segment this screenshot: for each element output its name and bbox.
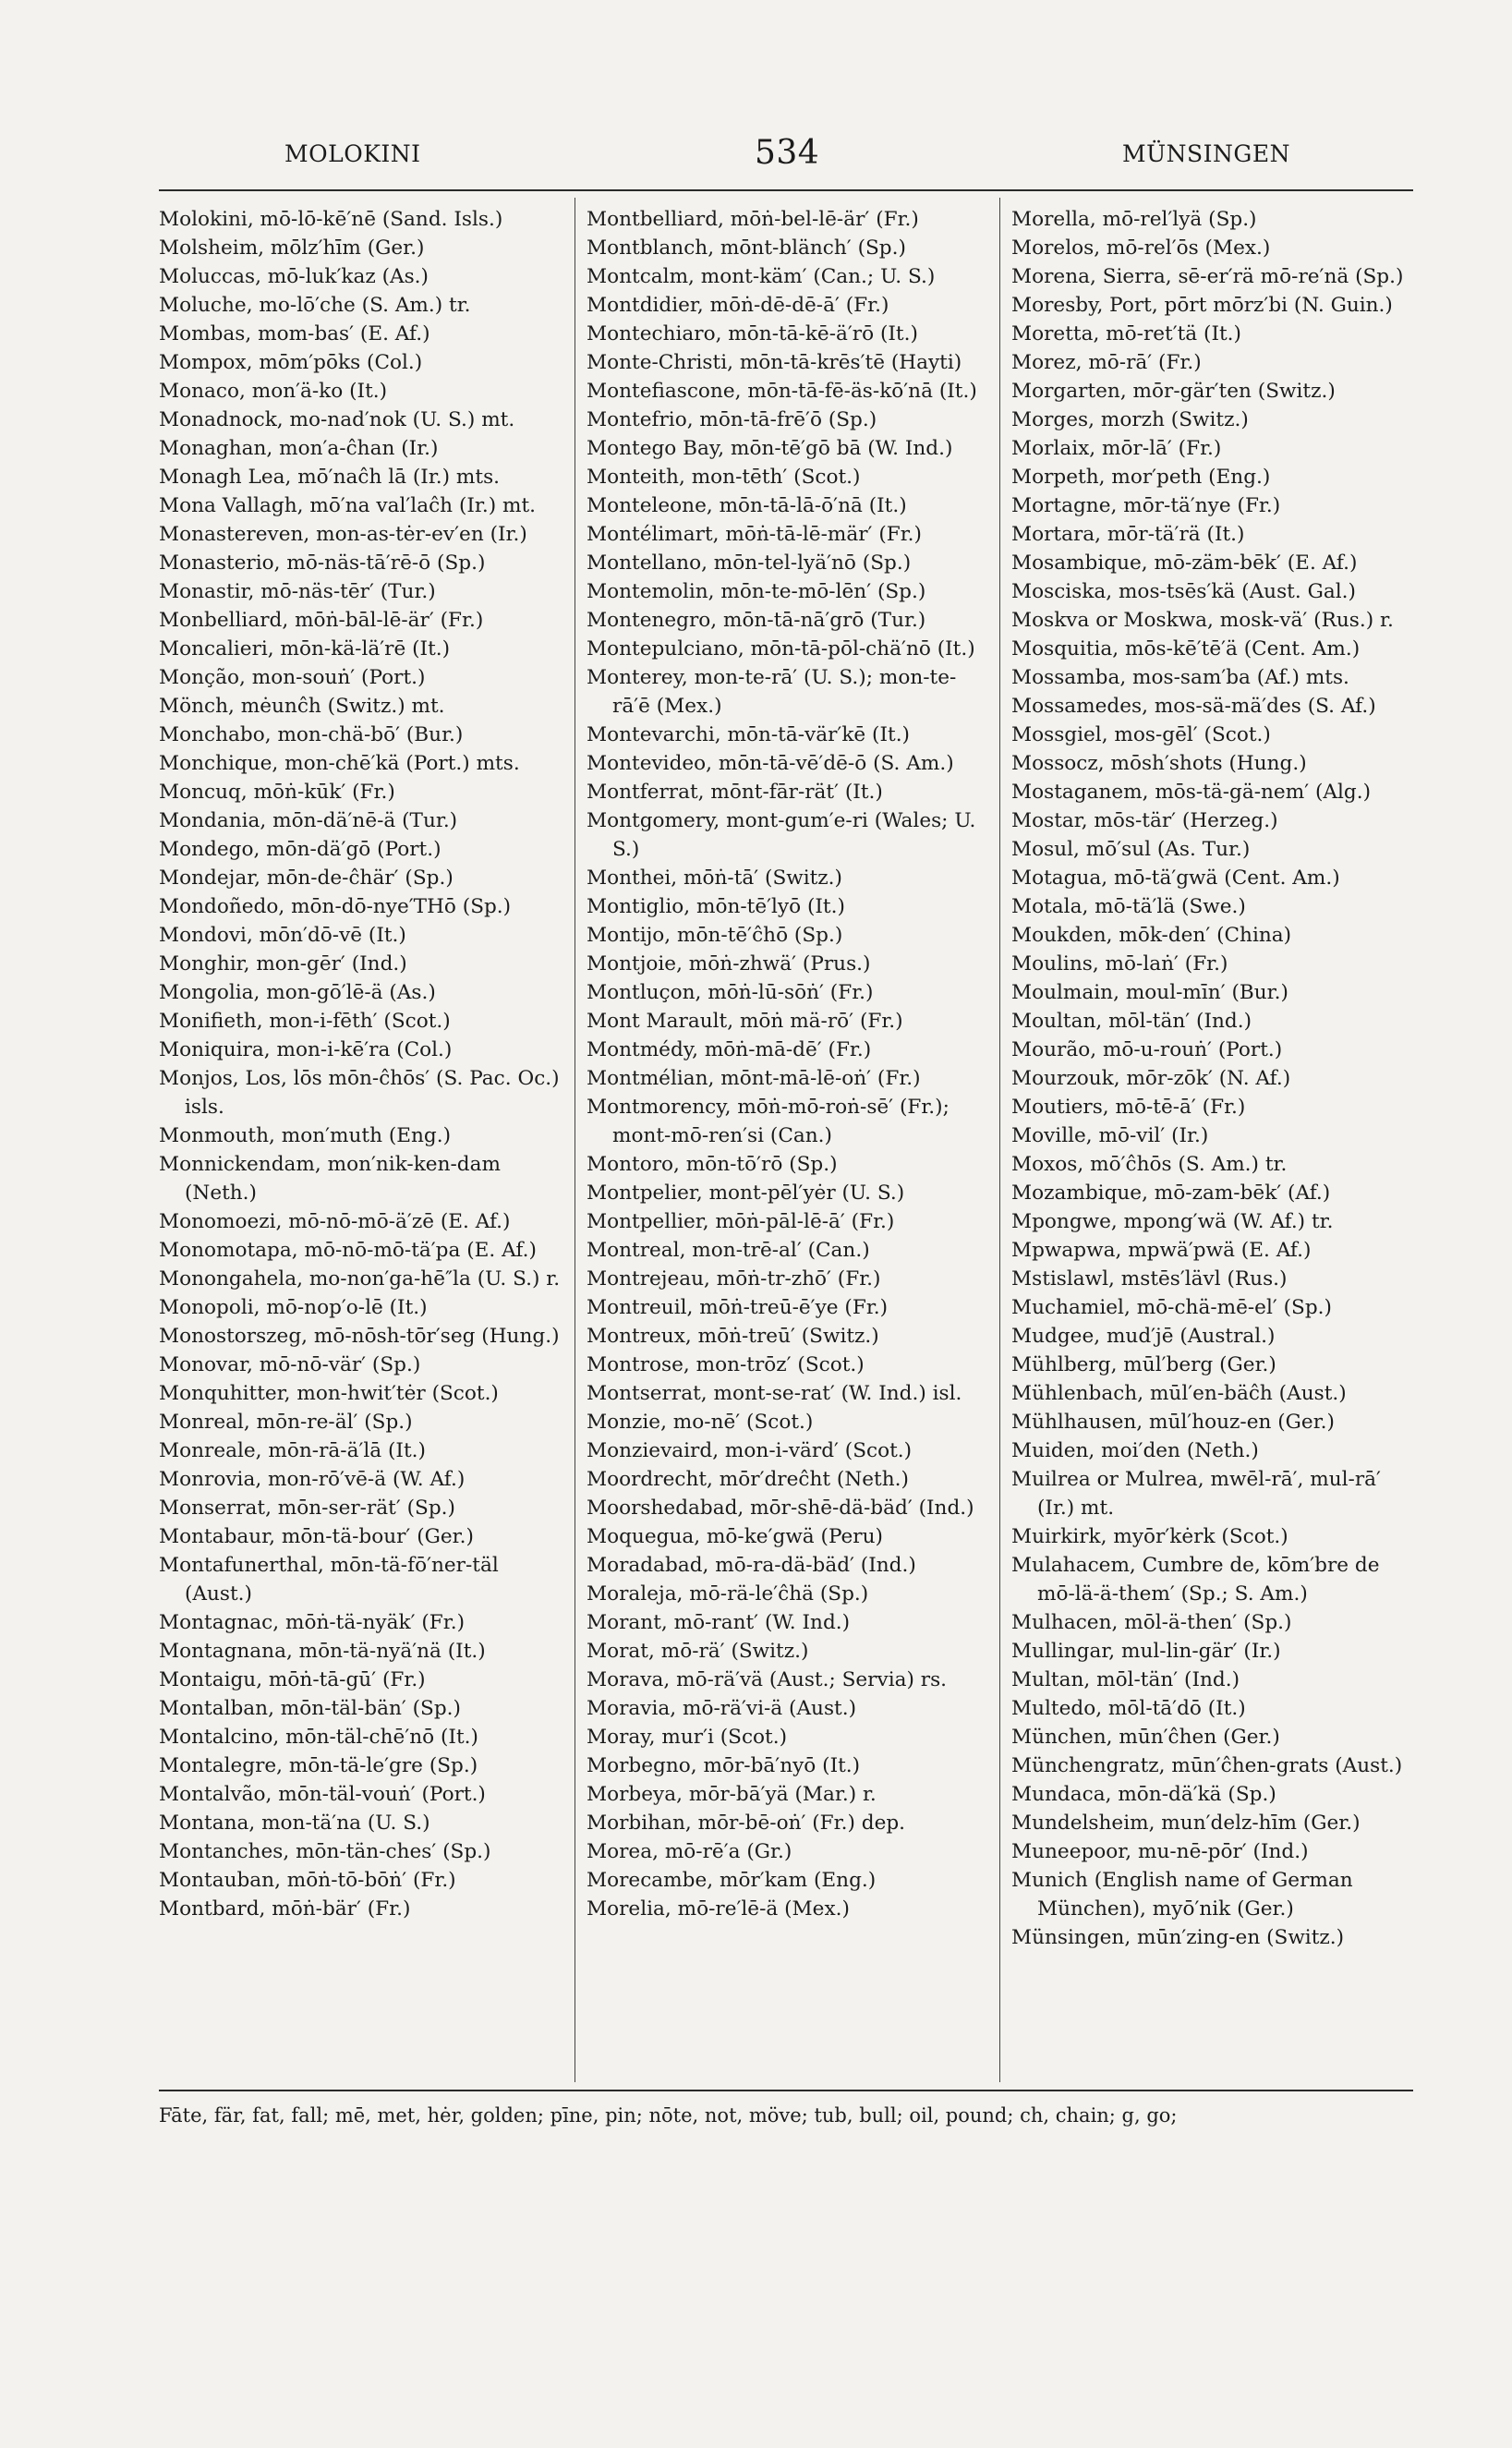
dictionary-entry: Monchabo, mon-chä-bō′ (Bur.) [159, 723, 464, 746]
dictionary-entry: Morant, mō-rant′ (W. Ind.) [587, 1611, 851, 1634]
dictionary-entry: Montélimart, mōṅ-tā-lē-mär′ (Fr.) [587, 523, 922, 546]
dictionary-entry: Montrose, mon-trōz′ (Scot.) [587, 1353, 865, 1376]
dictionary-entry: Monovar, mō-nō-vär′ (Sp.) [159, 1353, 421, 1376]
dictionary-entry: Mundaca, mōn-dä′kä (Sp.) [1011, 1783, 1276, 1806]
dictionary-entry: Mondoñedo, mōn-dō-nye′THō (Sp.) [159, 895, 512, 918]
dictionary-entry: Mombas, mom-bas′ (E. Af.) [159, 322, 430, 345]
dictionary-entry: Morez, mō-rā′ (Fr.) [1011, 351, 1202, 374]
dictionary-entry: Multedo, mōl-tā′dō (It.) [1011, 1697, 1246, 1720]
dictionary-entry: Mudgee, mud′jē (Austral.) [1011, 1325, 1276, 1348]
dictionary-entry: Morecambe, mōr′kam (Eng.) [587, 1869, 877, 1892]
dictionary-entry: Münchengratz, mūn′ĉhen-grats (Aust.) [1011, 1754, 1403, 1777]
dictionary-entry: Montefiascone, mōn-tā-fē-äs-kō′nā (It.) [587, 380, 977, 403]
column-2 [587, 205, 993, 1923]
dictionary-entry: Mossocz, mōsh′shots (Hung.) [1011, 752, 1307, 775]
dictionary-entry: Mostaganem, mōs-tä-gä-nem′ (Alg.) [1011, 781, 1371, 804]
dictionary-entry: Montepulciano, mōn-tā-pōl-chä′nō (It.) [587, 637, 975, 660]
dictionary-entry: Moluche, mo-lō′che (S. Am.) tr. [159, 294, 471, 317]
dictionary-entry: Monterey, mon-te-rā′ (U. S.); mon-te-rā′ē (Mex.) [587, 666, 957, 718]
dictionary-entry: Munich (English name of German München), myō′nik (Ger.) [1011, 1869, 1353, 1921]
dictionary-entry: Mortara, mōr-tä′rä (It.) [1011, 523, 1245, 546]
dictionary-entry: Moultan, mōl-tän′ (Ind.) [1011, 1010, 1252, 1033]
dictionary-entry: Moresby, Port, pōrt mōrz′bi (N. Guin.) [1011, 294, 1393, 317]
dictionary-entry: Moskva or Moskwa, mosk-vä′ (Rus.) r. [1011, 609, 1394, 632]
dictionary-entry: Montechiaro, mōn-tā-kē-ä′rō (It.) [587, 322, 918, 345]
dictionary-entry: Mühlberg, mūl′berg (Ger.) [1011, 1353, 1276, 1376]
dictionary-entry: Monghir, mon-gēr′ (Ind.) [159, 952, 407, 976]
dictionary-entry: Mondejar, mōn-de-ĉhär′ (Sp.) [159, 866, 454, 890]
dictionary-entry: Morges, morzh (Switz.) [1011, 408, 1249, 431]
dictionary-entry: Montaigu, mōṅ-tā-gū′ (Fr.) [159, 1668, 426, 1691]
dictionary-entry: Moville, mō-vil′ (Ir.) [1011, 1124, 1209, 1147]
dictionary-entry: Mosquitia, mōs-kē′tē′ä (Cent. Am.) [1011, 637, 1361, 660]
dictionary-entry: Montgomery, mont-gum′e-ri (Wales; U. S.) [587, 809, 976, 861]
dictionary-entry: Montoro, mōn-tō′rō (Sp.) [587, 1153, 838, 1176]
dictionary-entry: Mompox, mōm′pōks (Col.) [159, 351, 423, 374]
dictionary-entry: Montserrat, mont-se-rat′ (W. Ind.) isl. [587, 1382, 962, 1405]
dictionary-entry: Morat, mō-rä′ (Switz.) [587, 1640, 809, 1663]
dictionary-entry: Monomoezi, mō-nō-mō-ä′zē (E. Af.) [159, 1210, 511, 1233]
column-1 [159, 205, 562, 1923]
dictionary-entry: Morbeya, mōr-bā′yä (Mar.) r. [587, 1783, 877, 1806]
dictionary-entry: Mostar, mōs-tär′ (Herzeg.) [1011, 809, 1278, 832]
dictionary-entry: Montevarchi, mōn-tā-vär′kē (It.) [587, 723, 910, 746]
dictionary-entry: Monastereven, mon-as-tėr-ev′en (Ir.) [159, 523, 527, 546]
dictionary-entry: Montevideo, mōn-tā-vē′dē-ō (S. Am.) [587, 752, 954, 775]
dictionary-entry: Mourzouk, mōr-zōk′ (N. Af.) [1011, 1067, 1291, 1090]
dictionary-entry: Multan, mōl-tän′ (Ind.) [1011, 1668, 1240, 1691]
dictionary-entry: Moquegua, mō-ke′gwä (Peru) [587, 1525, 883, 1548]
dictionary-entry: Monasterio, mō-näs-tā′rē-ō (Sp.) [159, 551, 486, 575]
dictionary-entry: Montmélian, mōnt-mā-lē-oṅ′ (Fr.) [587, 1067, 921, 1090]
dictionary-entry: Monagh Lea, mō′naĉh lā (Ir.) mts. [159, 466, 501, 489]
dictionary-entry: Montiglio, mōn-tē′lyō (It.) [587, 895, 845, 918]
dictionary-entry: Monzievaird, mon-i-värd′ (Scot.) [587, 1439, 913, 1462]
dictionary-entry: Morella, mō-rel′lyä (Sp.) [1011, 208, 1257, 231]
dictionary-entry: Mosciska, mos-tsēs′kä (Aust. Gal.) [1011, 580, 1356, 603]
dictionary-entry: Monjos, Los, lōs mōn-ĉhōs′ (S. Pac. Oc.) isls. [159, 1067, 560, 1119]
dictionary-entry: Moulins, mō-laṅ′ (Fr.) [1011, 952, 1228, 976]
dictionary-entry: Mönch, mėunĉh (Switz.) mt. [159, 695, 445, 718]
dictionary-entry: Morelia, mō-re′lē-ä (Mex.) [587, 1897, 850, 1921]
dictionary-entry: Münsingen, mūn′zing-en (Switz.) [1011, 1926, 1345, 1949]
dictionary-entry: Montenegro, mōn-tā-nā′grō (Tur.) [587, 609, 926, 632]
dictionary-entry: Montanches, mōn-tän-ches′ (Sp.) [159, 1840, 491, 1863]
dictionary-entry: Morlaix, mōr-lā′ (Fr.) [1011, 437, 1222, 460]
dictionary-entry: Montego Bay, mōn-tē′gō bā (W. Ind.) [587, 437, 953, 460]
dictionary-entry: Mona Vallagh, mō′na val′laĉh (Ir.) mt. [159, 494, 537, 517]
dictionary-entry: Monchique, mon-chē′kä (Port.) mts. [159, 752, 520, 775]
dictionary-entry: Morgarten, mōr-gär′ten (Switz.) [1011, 380, 1336, 403]
dictionary-entry: Monteleone, mōn-tā-lā-ō′nā (It.) [587, 494, 907, 517]
dictionary-entry: Montreal, mon-trē-al′ (Can.) [587, 1239, 870, 1262]
dictionary-entry: Monongahela, mo-non′ga-hē″la (U. S.) r. [159, 1267, 561, 1291]
dictionary-entry: Montalcino, mōn-täl-chē′nō (It.) [159, 1726, 478, 1749]
dictionary-entry: Mongolia, mon-gō′lē-ä (As.) [159, 981, 436, 1004]
footer-rule [159, 2090, 1413, 2091]
dictionary-entry: Moncalieri, mōn-kä-lä′rē (It.) [159, 637, 451, 660]
dictionary-entry: Monserrat, mōn-ser-rät′ (Sp.) [159, 1497, 455, 1520]
dictionary-entry: Monmouth, mon′muth (Eng.) [159, 1124, 452, 1147]
dictionary-entry: Monção, mon-souṅ′ (Port.) [159, 666, 426, 689]
dictionary-entry: Montafunerthal, mōn-tä-fō′ner-täl (Aust.) [159, 1554, 499, 1606]
dictionary-entry: Montalegre, mōn-tä-le′gre (Sp.) [159, 1754, 478, 1777]
dictionary-entry: Moordrecht, mōr′dreĉht (Neth.) [587, 1468, 909, 1491]
dictionary-entry: Montalvão, mōn-täl-vouṅ′ (Port.) [159, 1783, 486, 1806]
dictionary-entry: Montagnana, mōn-tä-nyä′nä (It.) [159, 1640, 486, 1663]
dictionary-entry: Moorshedabad, mōr-shē-dä-bäd′ (Ind.) [587, 1497, 974, 1520]
dictionary-entry: Moncuq, mōṅ-kūk′ (Fr.) [159, 781, 395, 804]
dictionary-entry: Monadnock, mo-nad′nok (U. S.) mt. [159, 408, 515, 431]
dictionary-entry: Montjoie, mōṅ-zhwä′ (Prus.) [587, 952, 871, 976]
dictionary-entry: Molokini, mō-lō-kē′nē (Sand. Isls.) [159, 208, 503, 231]
dictionary-entry: Mundelsheim, mun′delz-hīm (Ger.) [1011, 1812, 1361, 1835]
dictionary-entry: Monteith, mon-tēth′ (Scot.) [587, 466, 861, 489]
dictionary-entry: Mpwapwa, mpwä′pwä (E. Af.) [1011, 1239, 1312, 1262]
dictionary-entry: Moray, mur′i (Scot.) [587, 1726, 788, 1749]
dictionary-entry: Mühlenbach, mūl′en-bäĉh (Aust.) [1011, 1382, 1347, 1405]
dictionary-entry: Montblanch, mōnt-blänch′ (Sp.) [587, 236, 906, 260]
dictionary-entry: Montdidier, mōṅ-dē-dē-ā′ (Fr.) [587, 294, 889, 317]
dictionary-entry: Montemolin, mōn-te-mō-lēn′ (Sp.) [587, 580, 926, 603]
dictionary-entry: Montluçon, mōṅ-lū-sōṅ′ (Fr.) [587, 981, 874, 1004]
dictionary-entry: Montreuil, mōṅ-treū-ē′ye (Fr.) [587, 1296, 889, 1319]
dictionary-entry: Mstislawl, mstēs′lävl (Rus.) [1011, 1267, 1288, 1291]
dictionary-entry: Morea, mō-rē′a (Gr.) [587, 1840, 792, 1863]
dictionary-entry: Montpelier, mont-pēl′yėr (U. S.) [587, 1182, 905, 1205]
dictionary-entry: Montmorency, mōṅ-mō-roṅ-sē′ (Fr.); mont-mō-ren′si (Can.) [587, 1096, 950, 1147]
dictionary-entry: Moxos, mō′ĉhōs (S. Am.) tr. [1011, 1153, 1288, 1176]
header-left-guide-word: MOLOKINI [284, 140, 421, 167]
dictionary-entry: Montrejeau, mōṅ-tr-zhō′ (Fr.) [587, 1267, 881, 1291]
dictionary-entry: Monomotapa, mō-nō-mō-tä′pa (E. Af.) [159, 1239, 537, 1262]
dictionary-entry: Monastir, mō-näs-tēr′ (Tur.) [159, 580, 436, 603]
dictionary-entry: Mosambique, mō-zäm-bēk′ (E. Af.) [1011, 551, 1358, 575]
dictionary-entry: Montauban, mōṅ-tō-bōṅ′ (Fr.) [159, 1869, 456, 1892]
dictionary-entry: Montmédy, mōṅ-mā-dē′ (Fr.) [587, 1038, 872, 1061]
dictionary-entry: Monnickendam, mon′nik-ken-dam (Neth.) [159, 1153, 501, 1205]
dictionary-entry: Mullingar, mul-lin-gär′ (Ir.) [1011, 1640, 1281, 1663]
dictionary-entry: Moluccas, mō-luk′kaz (As.) [159, 265, 429, 288]
dictionary-entry: Montbelliard, mōṅ-bel-lē-är′ (Fr.) [587, 208, 919, 231]
dictionary-entry: Mortagne, mōr-tä′nye (Fr.) [1011, 494, 1281, 517]
dictionary-entry: Morpeth, mor′peth (Eng.) [1011, 466, 1271, 489]
dictionary-entry: Mondania, mōn-dä′nē-ä (Tur.) [159, 809, 458, 832]
dictionary-entry: Morelos, mō-rel′ōs (Mex.) [1011, 236, 1271, 260]
dictionary-entry: Morbihan, mōr-bē-oṅ′ (Fr.) dep. [587, 1812, 906, 1835]
dictionary-entry: Montbard, mōṅ-bär′ (Fr.) [159, 1897, 411, 1921]
dictionary-entry: Mozambique, mō-zam-bēk′ (Af.) [1011, 1182, 1331, 1205]
dictionary-entry: Motala, mō-tä′lä (Swe.) [1011, 895, 1246, 918]
dictionary-entry: Montagnac, mōṅ-tä-nyäk′ (Fr.) [159, 1611, 466, 1634]
dictionary-entry: Montreux, mōṅ-treū′ (Switz.) [587, 1325, 879, 1348]
dictionary-entry: Mont Marault, mōṅ mä-rō′ (Fr.) [587, 1010, 903, 1033]
dictionary-entry: Montellano, mōn-tel-lyä′nō (Sp.) [587, 551, 912, 575]
dictionary-entry: Mourão, mō-u-rouṅ′ (Port.) [1011, 1038, 1283, 1061]
dictionary-entry: Montijo, mōn-tē′ĉhō (Sp.) [587, 924, 843, 947]
dictionary-entry: Monbelliard, mōṅ-bāl-lē-är′ (Fr.) [159, 609, 484, 632]
dictionary-entry: Morbegno, mōr-bā′nyō (It.) [587, 1754, 861, 1777]
pronunciation-key: Fāte, fär, fat, fall; mē, met, hėr, golden; pīne, pin; nōte, not, möve; tub, bull; oil, pound; ch, chain; g, go; [159, 2104, 1178, 2127]
dictionary-entry: Mosul, mō′sul (As. Tur.) [1011, 838, 1251, 861]
dictionary-entry: Monrovia, mon-rō′vē-ä (W. Af.) [159, 1468, 466, 1491]
dictionary-entry: Mossamba, mos-sam′ba (Af.) mts. [1011, 666, 1349, 689]
header-rule [159, 189, 1413, 191]
dictionary-entry: Monte-Christi, mōn-tā-krēs′tē (Hayti) [587, 351, 962, 374]
dictionary-entry: Monostorszeg, mō-nōsh-tōr′seg (Hung.) [159, 1325, 560, 1348]
dictionary-entry: Monreal, mōn-re-äl′ (Sp.) [159, 1411, 413, 1434]
dictionary-entry: Morena, Sierra, sē-er′rä mō-re′nä (Sp.) [1011, 265, 1404, 288]
dictionary-entry: Monaghan, mon′a-ĉhan (Ir.) [159, 437, 439, 460]
dictionary-entry: Monreale, mōn-rā-ä′lā (It.) [159, 1439, 426, 1462]
dictionary-entry: Mpongwe, mpong′wä (W. Af.) tr. [1011, 1210, 1334, 1233]
column-3 [1011, 205, 1415, 1952]
dictionary-entry: Montalban, mōn-täl-bän′ (Sp.) [159, 1697, 461, 1720]
column-divider [999, 198, 1000, 2082]
dictionary-entry: Montferrat, mōnt-fār-rät′ (It.) [587, 781, 883, 804]
dictionary-entry: Montcalm, mont-käm′ (Can.; U. S.) [587, 265, 936, 288]
dictionary-entry: Monthei, mōṅ-tā′ (Switz.) [587, 866, 842, 890]
dictionary-entry: Mossamedes, mos-sä-mä′des (S. Af.) [1011, 695, 1376, 718]
dictionary-entry: Moraleja, mō-rä-le′ĉhä (Sp.) [587, 1582, 869, 1606]
dictionary-entry: Montana, mon-tä′na (U. S.) [159, 1812, 430, 1835]
dictionary-entry: Moukden, mōk-den′ (China) [1011, 924, 1292, 947]
dictionary-entry: Moutiers, mō-tē-ā′ (Fr.) [1011, 1096, 1246, 1119]
dictionary-entry: Molsheim, mōlz′hīm (Ger.) [159, 236, 425, 260]
header-right-guide-word: MÜNSINGEN [1122, 140, 1291, 167]
dictionary-entry: Mulhacen, mōl-ä-then′ (Sp.) [1011, 1611, 1292, 1634]
dictionary-entry: Moradabad, mō-ra-dä-bäd′ (Ind.) [587, 1554, 916, 1577]
dictionary-entry: Montefrio, mōn-tā-frē′ō (Sp.) [587, 408, 877, 431]
dictionary-entry: Motagua, mō-tä′gwä (Cent. Am.) [1011, 866, 1340, 890]
dictionary-entry: Moravia, mō-rä′vi-ä (Aust.) [587, 1697, 857, 1720]
dictionary-entry: Mulahacem, Cumbre de, kōm′bre de mō-lä-ä-them′ (Sp.; S. Am.) [1011, 1554, 1380, 1606]
page-number: 534 [755, 134, 820, 172]
dictionary-entry: Monaco, mon′ä-ko (It.) [159, 380, 388, 403]
dictionary-entry: Moretta, mō-ret′tä (It.) [1011, 322, 1241, 345]
dictionary-entry: Moulmain, moul-mīn′ (Bur.) [1011, 981, 1288, 1004]
dictionary-entry: Morava, mō-rä′vä (Aust.; Servia) rs. [587, 1668, 948, 1691]
dictionary-entry: Muchamiel, mō-chä-mē-el′ (Sp.) [1011, 1296, 1332, 1319]
dictionary-entry: Muirkirk, myōr′kėrk (Scot.) [1011, 1525, 1288, 1548]
dictionary-entry: Muiden, moi′den (Neth.) [1011, 1439, 1259, 1462]
dictionary-entry: Muneepoor, mu-nē-pōr′ (Ind.) [1011, 1840, 1309, 1863]
dictionary-entry: Monquhitter, mon-hwit′tėr (Scot.) [159, 1382, 499, 1405]
dictionary-entry: Mühlhausen, mūl′houz-en (Ger.) [1011, 1411, 1335, 1434]
dictionary-entry: Montabaur, mōn-tä-bour′ (Ger.) [159, 1525, 474, 1548]
dictionary-entry: München, mūn′ĉhen (Ger.) [1011, 1726, 1280, 1749]
dictionary-entry: Monopoli, mō-nop′o-lē (It.) [159, 1296, 428, 1319]
dictionary-entry: Monzie, mo-nē′ (Scot.) [587, 1411, 814, 1434]
dictionary-entry: Moniquira, mon-i-kē′ra (Col.) [159, 1038, 453, 1061]
dictionary-entry: Mondego, mōn-dä′gō (Port.) [159, 838, 442, 861]
dictionary-entry: Mondovi, mōn′dō-vē (It.) [159, 924, 406, 947]
dictionary-entry: Mossgiel, mos-gēl′ (Scot.) [1011, 723, 1271, 746]
dictionary-entry: Montpellier, mōṅ-pāl-lē-ā′ (Fr.) [587, 1210, 895, 1233]
dictionary-entry: Monifieth, mon-i-fēth′ (Scot.) [159, 1010, 451, 1033]
dictionary-entry: Muilrea or Mulrea, mwēl-rā′, mul-rā′ (Ir.) mt. [1011, 1468, 1381, 1520]
